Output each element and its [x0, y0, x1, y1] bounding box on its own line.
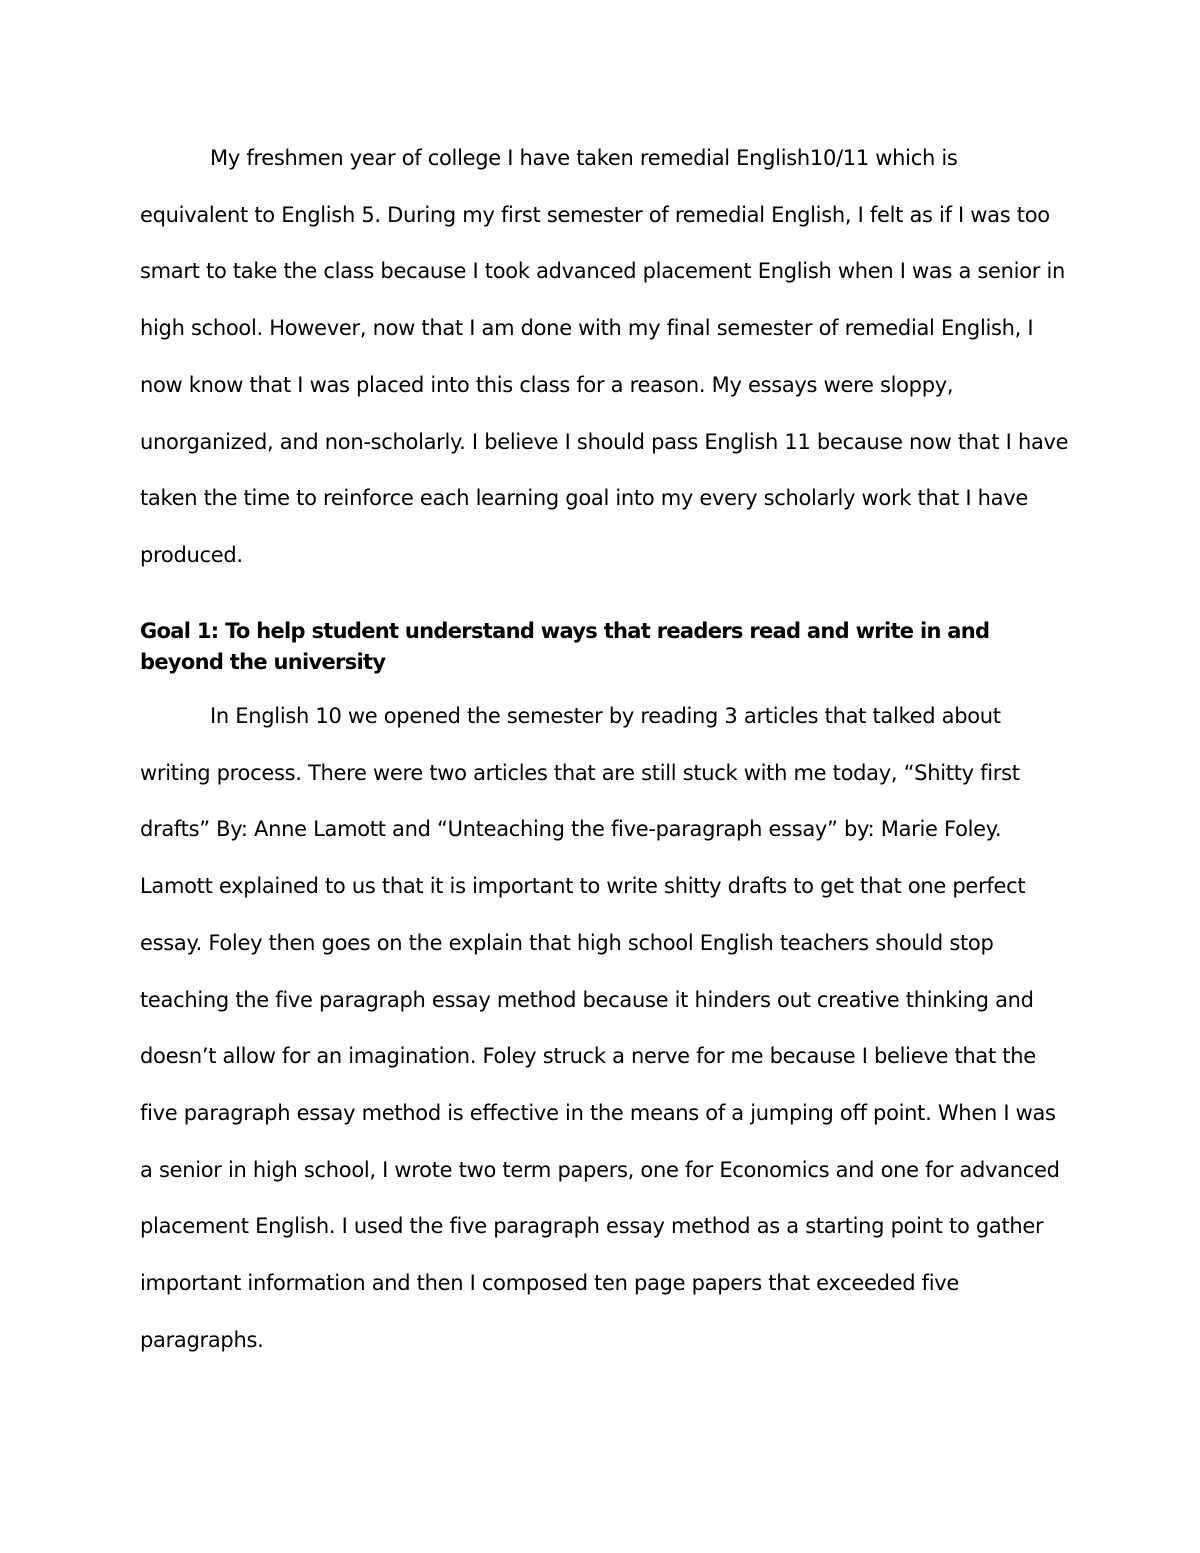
intro-paragraph-text: My freshmen year of college I have taken remedial English10/11 which is equivalent to English 5. During my first semester of remedial English, I felt as if I was too smart to take the class because I took advanced placement English when I was a senior in high school. However, now that I am done with my final semester of remedial English, I now know that I was placed into this class for a reason. My essays were sloppy, unorganized, and non-scholarly. I believe I should pass English 11 because now that I have taken the time to reinforce each learning goal into my every scholarly work that I have produced.	[140, 146, 1069, 567]
goal-1-heading: Goal 1: To help student understand ways that readers read and write in and beyond the university	[140, 619, 990, 674]
goal-1-paragraph-text: In English 10 we opened the semester by reading 3 articles that talked about writing process. There were two articles that are still stuck with me today, “Shitty first drafts” By: Anne Lamott and “Unteaching the five-paragraph essay” by: Marie Foley. Lamott explained to us that it is important to write shitty drafts to get that one perfect essay. Foley then goes on the explain that high school English teachers should stop teaching the five paragraph essay method because it hinders out creative thinking and doesn’t allow for an imagination. Foley struck a nerve for me because I believe that the five paragraph essay method is effective in the means of a jumping off point. When I was a senior in high school, I wrote two term papers, one for Economics and one for advanced placement English. I used the five paragraph essay method as a starting point to gather important information and then I composed ten page papers that exceeded five paragraphs.	[140, 704, 1060, 1352]
intro-paragraph	[140, 130, 1070, 584]
goal-1-paragraph	[140, 688, 1070, 1368]
